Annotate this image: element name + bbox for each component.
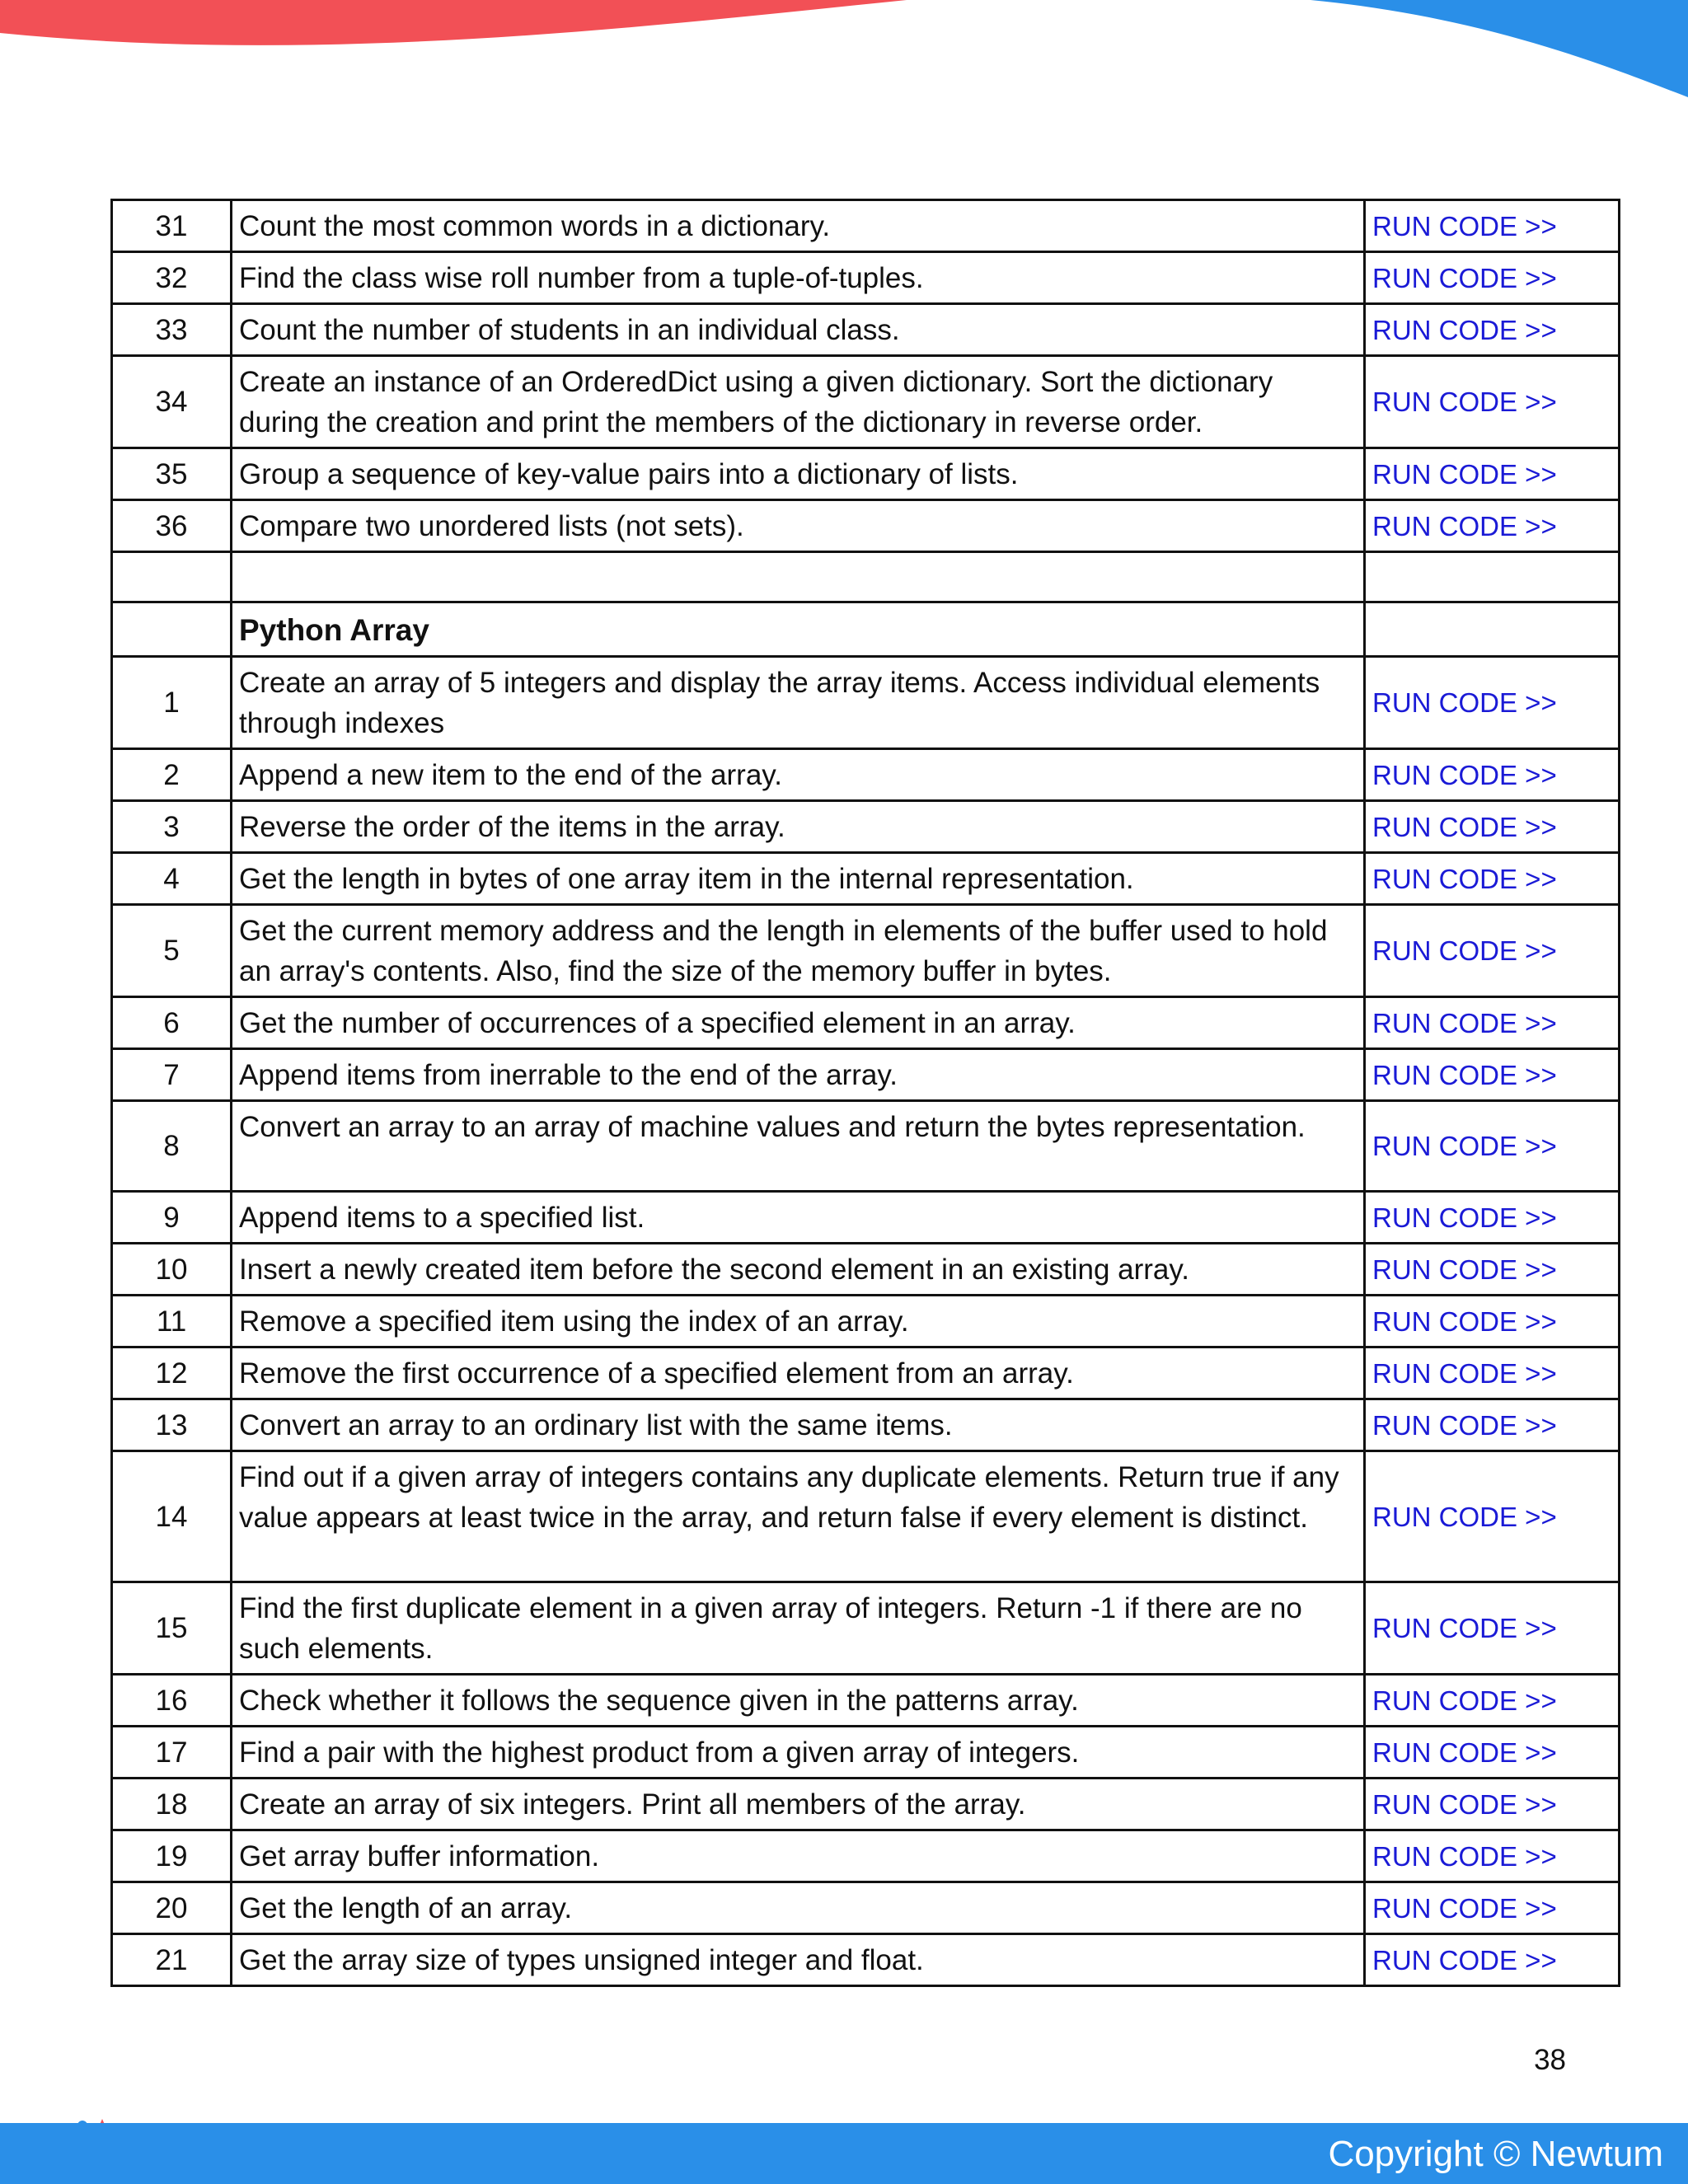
exercise-number: 31 [112, 200, 232, 252]
exercise-number: 34 [112, 356, 232, 448]
red-wave-shape [0, 0, 907, 45]
empty-cell [232, 552, 1365, 602]
exercise-number: 11 [112, 1296, 232, 1347]
exercise-description: Append a new item to the end of the array. [232, 749, 1365, 801]
run-code-link[interactable]: RUN CODE >> [1365, 1347, 1620, 1399]
copyright-text: Copyright © Newtum [1328, 2134, 1663, 2174]
table-row [112, 1296, 1620, 1347]
table-row [112, 1675, 1620, 1727]
exercise-number: 7 [112, 1049, 232, 1101]
exercise-number: 32 [112, 252, 232, 304]
run-code-link[interactable]: RUN CODE >> [1365, 200, 1620, 252]
exercise-description: Find a pair with the highest product from a given array of integers. [232, 1727, 1365, 1779]
exercise-number: 15 [112, 1582, 232, 1675]
exercise-description: Get the current memory address and the length in elements of the buffer used to hold an array's contents. Also, find the size of the memory buffer in bytes. [232, 905, 1365, 997]
exercise-number: 33 [112, 304, 232, 356]
table-row [112, 905, 1620, 997]
run-code-link[interactable]: RUN CODE >> [1365, 657, 1620, 749]
exercise-description: Convert an array to an ordinary list with the same items. [232, 1399, 1365, 1451]
exercise-description: Find the first duplicate element in a given array of integers. Return -1 if there are no such elements. [232, 1582, 1365, 1675]
exercise-number: 20 [112, 1882, 232, 1934]
exercise-description: Get the length of an array. [232, 1882, 1365, 1934]
exercise-number: 6 [112, 997, 232, 1049]
table-row [112, 356, 1620, 448]
table-row [112, 1244, 1620, 1296]
exercise-number: 4 [112, 853, 232, 905]
run-code-link[interactable]: RUN CODE >> [1365, 1582, 1620, 1675]
run-code-link[interactable]: RUN CODE >> [1365, 500, 1620, 552]
table-row [112, 997, 1620, 1049]
table-row [112, 1582, 1620, 1675]
run-code-link[interactable]: RUN CODE >> [1365, 1192, 1620, 1244]
table-row [112, 304, 1620, 356]
run-code-link[interactable]: RUN CODE >> [1365, 304, 1620, 356]
table-row [112, 853, 1620, 905]
table-row [112, 500, 1620, 552]
section-heading: Python Array [232, 602, 1365, 657]
exercise-description: Create an array of six integers. Print all members of the array. [232, 1779, 1365, 1830]
run-code-link[interactable]: RUN CODE >> [1365, 1244, 1620, 1296]
empty-cell [1365, 552, 1620, 602]
exercise-description: Find out if a given array of integers contains any duplicate elements. Return true if any value appears at least twice in the array, and return false if every element is distinct. [232, 1451, 1365, 1582]
table-row [112, 749, 1620, 801]
empty-cell [112, 552, 232, 602]
exercise-description: Create an instance of an OrderedDict using a given dictionary. Sort the dictionary during the creation and print the members of the dictionary in reverse order. [232, 356, 1365, 448]
exercise-number: 16 [112, 1675, 232, 1727]
exercise-description: Check whether it follows the sequence given in the patterns array. [232, 1675, 1365, 1727]
table-row [112, 1451, 1620, 1582]
run-code-link[interactable]: RUN CODE >> [1365, 1451, 1620, 1582]
exercise-number: 18 [112, 1779, 232, 1830]
exercise-number: 5 [112, 905, 232, 997]
exercise-number: 36 [112, 500, 232, 552]
exercise-number: 2 [112, 749, 232, 801]
run-code-link[interactable]: RUN CODE >> [1365, 1101, 1620, 1192]
run-code-link[interactable]: RUN CODE >> [1365, 448, 1620, 500]
table-row [112, 1049, 1620, 1101]
footer-bar [0, 2123, 1688, 2184]
empty-cell [112, 602, 232, 657]
header-wave-decoration [0, 0, 1688, 107]
table-row [112, 1192, 1620, 1244]
run-code-link[interactable]: RUN CODE >> [1365, 853, 1620, 905]
table-row [112, 1101, 1620, 1192]
table-row [112, 1347, 1620, 1399]
exercise-number: 21 [112, 1934, 232, 1986]
exercise-number: 8 [112, 1101, 232, 1192]
exercise-description: Append items to a specified list. [232, 1192, 1365, 1244]
run-code-link[interactable]: RUN CODE >> [1365, 1675, 1620, 1727]
exercise-number: 17 [112, 1727, 232, 1779]
exercise-description: Get the length in bytes of one array item in the internal representation. [232, 853, 1365, 905]
exercise-description: Compare two unordered lists (not sets). [232, 500, 1365, 552]
exercise-description: Reverse the order of the items in the array. [232, 801, 1365, 853]
table-row [112, 1934, 1620, 1986]
run-code-link[interactable]: RUN CODE >> [1365, 1882, 1620, 1934]
table-row [112, 1779, 1620, 1830]
run-code-link[interactable]: RUN CODE >> [1365, 1779, 1620, 1830]
exercise-description: Get the array size of types unsigned integer and float. [232, 1934, 1365, 1986]
exercise-number: 12 [112, 1347, 232, 1399]
exercise-description: Convert an array to an array of machine values and return the bytes representation. [232, 1101, 1365, 1192]
run-code-link[interactable]: RUN CODE >> [1365, 1934, 1620, 1986]
exercise-sheet [110, 199, 1596, 1987]
exercise-description: Remove a specified item using the index of an array. [232, 1296, 1365, 1347]
exercise-table [110, 199, 1620, 1987]
run-code-link[interactable]: RUN CODE >> [1365, 1296, 1620, 1347]
table-row [112, 448, 1620, 500]
page-number: 38 [1534, 2044, 1566, 2076]
empty-row [112, 552, 1620, 602]
run-code-link[interactable]: RUN CODE >> [1365, 801, 1620, 853]
table-row [112, 801, 1620, 853]
run-code-link[interactable]: RUN CODE >> [1365, 905, 1620, 997]
run-code-link[interactable]: RUN CODE >> [1365, 1399, 1620, 1451]
run-code-link[interactable]: RUN CODE >> [1365, 1727, 1620, 1779]
blue-wave-shape [1311, 0, 1688, 97]
exercise-description: Group a sequence of key-value pairs into a dictionary of lists. [232, 448, 1365, 500]
run-code-link[interactable]: RUN CODE >> [1365, 1049, 1620, 1101]
exercise-table-body [112, 200, 1620, 1986]
table-row [112, 1399, 1620, 1451]
exercise-description: Remove the first occurrence of a specified element from an array. [232, 1347, 1365, 1399]
exercise-number: 35 [112, 448, 232, 500]
empty-cell [1365, 602, 1620, 657]
run-code-link[interactable]: RUN CODE >> [1365, 749, 1620, 801]
table-row [112, 200, 1620, 252]
table-row [112, 252, 1620, 304]
exercise-description: Create an array of 5 integers and display the array items. Access individual elements through indexes [232, 657, 1365, 749]
run-code-link[interactable]: RUN CODE >> [1365, 1830, 1620, 1882]
table-row [112, 1830, 1620, 1882]
table-row [112, 1882, 1620, 1934]
exercise-description: Insert a newly created item before the second element in an existing array. [232, 1244, 1365, 1296]
exercise-number: 1 [112, 657, 232, 749]
exercise-number: 10 [112, 1244, 232, 1296]
section-heading-row [112, 602, 1620, 657]
exercise-description: Count the number of students in an individual class. [232, 304, 1365, 356]
run-code-link[interactable]: RUN CODE >> [1365, 356, 1620, 448]
run-code-link[interactable]: RUN CODE >> [1365, 252, 1620, 304]
exercise-number: 3 [112, 801, 232, 853]
table-row [112, 1727, 1620, 1779]
run-code-link[interactable]: RUN CODE >> [1365, 997, 1620, 1049]
exercise-description: Find the class wise roll number from a tuple-of-tuples. [232, 252, 1365, 304]
table-row [112, 657, 1620, 749]
exercise-description: Count the most common words in a dictionary. [232, 200, 1365, 252]
exercise-number: 9 [112, 1192, 232, 1244]
exercise-number: 14 [112, 1451, 232, 1582]
exercise-description: Get the number of occurrences of a specified element in an array. [232, 997, 1365, 1049]
exercise-description: Append items from inerrable to the end of the array. [232, 1049, 1365, 1101]
exercise-number: 19 [112, 1830, 232, 1882]
exercise-description: Get array buffer information. [232, 1830, 1365, 1882]
exercise-number: 13 [112, 1399, 232, 1451]
